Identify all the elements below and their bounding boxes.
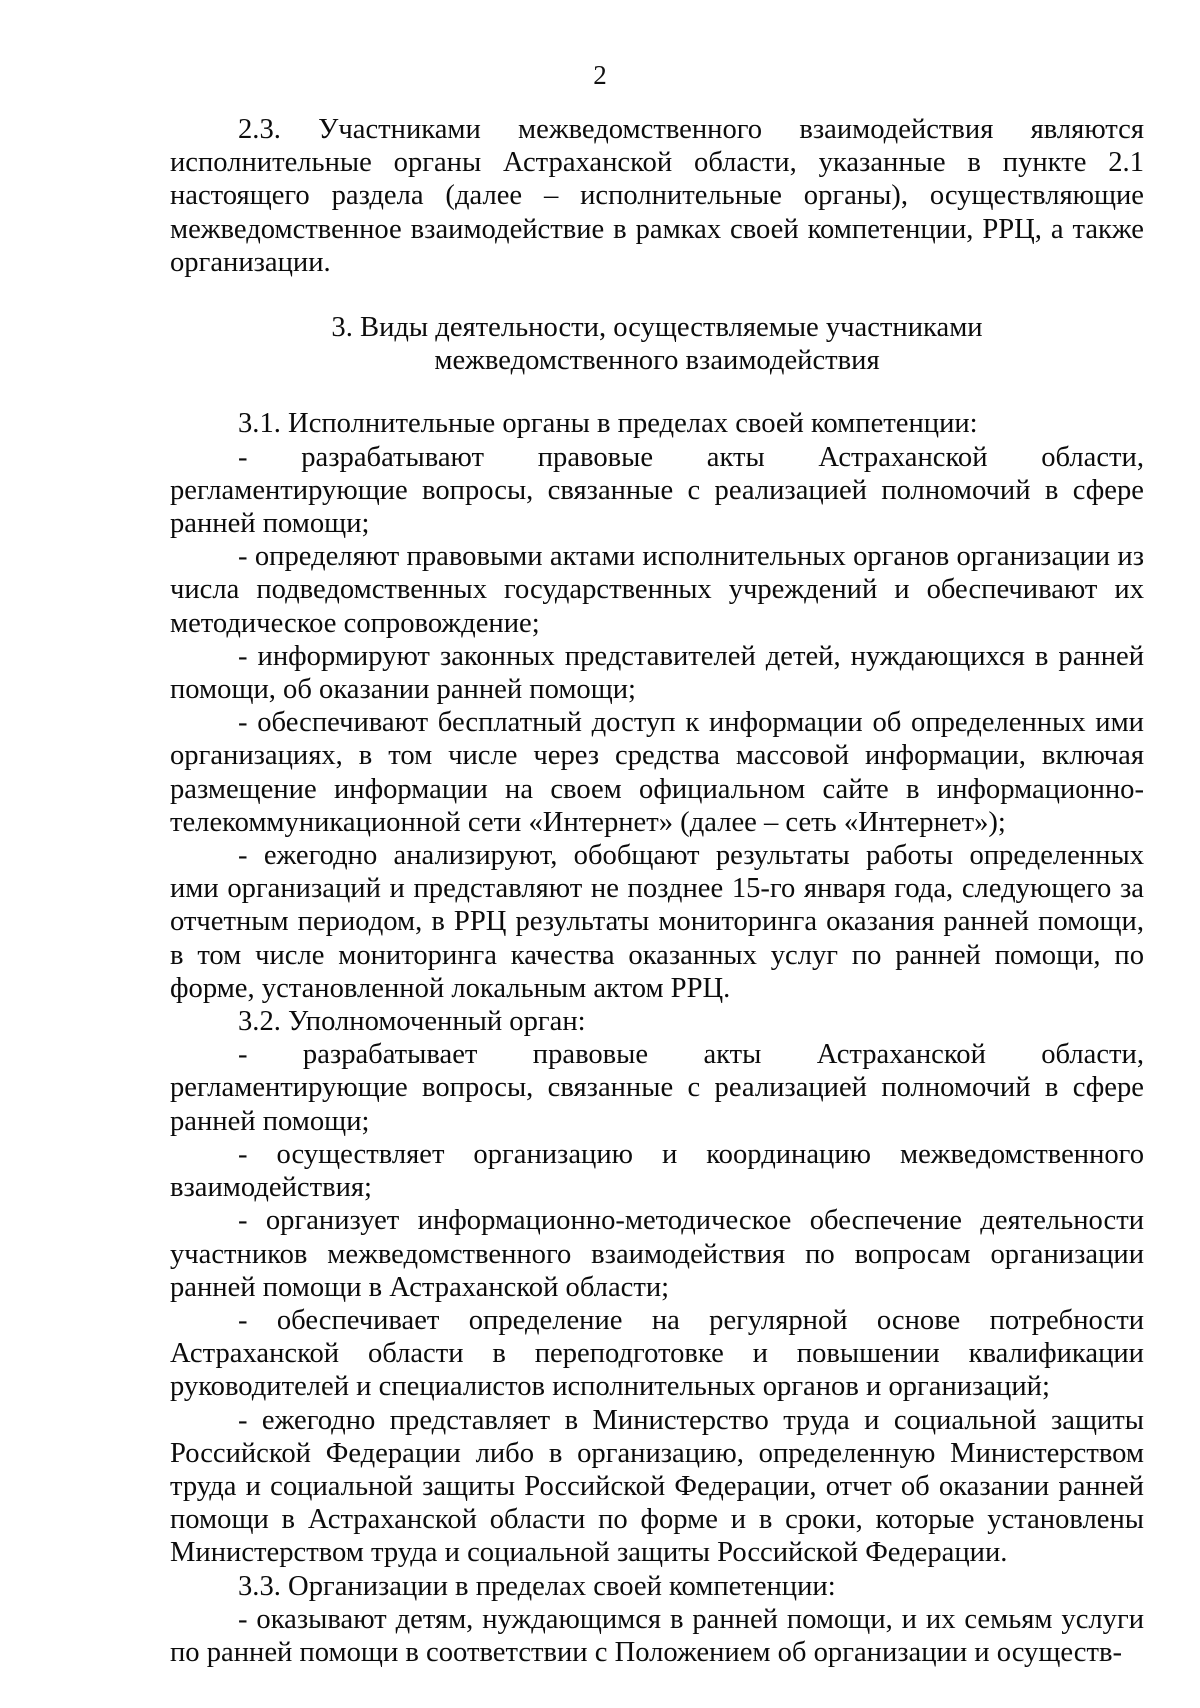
document-body (170, 113, 1144, 1669)
list-item: - разрабатывает правовые акты Астраханской области, регламентирующие вопросы, связанные с реализацией полномочий в сфере ранней помощи; (170, 1039, 1144, 1137)
paragraph-3-2-title: 3.2. Уполномоченный орган: (238, 1006, 586, 1038)
section-heading-3 (170, 311, 1144, 377)
page-number: 2 (593, 60, 607, 90)
list-item: - информируют законных представителей детей, нуждающихся в ранней помощи, об оказании ранней помощи; (170, 640, 1144, 706)
list-item: - обеспечивают бесплатный доступ к информации об определенных ими организациях, в том числе через средства массовой информации, включая размещение информации на своем официальном сайте в информационно-телекоммуникационной сети «Интернет» (далее – сеть «Интернет»); (170, 707, 1144, 838)
list-item: - определяют правовыми актами исполнительных органов организации из числа подведомственных государственных учреждений и обеспечивают их методическое сопровождение; (170, 541, 1144, 639)
list-item: - разрабатывают правовые акты Астраханской области, регламентирующие вопросы, связанные с реализацией полномочий в сфере ранней помощи; (170, 441, 1144, 540)
paragraph-3-1-title: 3.1. Исполнительные органы в пределах своей компетенции: (238, 408, 978, 440)
section-heading-line: межведомственного взаимодействия (434, 345, 880, 377)
list-item: - ежегодно представляет в Министерство труда и социальной защиты Российской Федерации либо в организацию, определенную Министерством труда и социальной защиты Российской Федерации, отчет об оказании ранней помощи в Астраханской области по форме и в сроки, которые установлены Министерством труда и социальной защиты Российской Федерации. (170, 1404, 1144, 1569)
paragraph-2-3: 2.3. Участниками межведомственного взаимодействия являются исполнительные органы Астраханской области, указанные в пункте 2.1 настоящего раздела (далее – исполнительные органы), осуществляющие межведомственное взаимодействие в рамках своей компетенции, РРЦ, а также организации. (170, 114, 1144, 278)
list-item: - оказывают детям, нуждающимся в ранней помощи, и их семьям услуги по ранней помощи в соответствии с Положением об организации и осуществ- (170, 1603, 1144, 1668)
list-item: - осуществляет организацию и координацию межведомственного взаимодействия; (170, 1138, 1144, 1204)
section-heading-line: 3. Виды деятельности, осуществляемые участниками (331, 312, 983, 344)
paragraph-3-3-title: 3.3. Организации в пределах своей компетенции: (238, 1570, 836, 1602)
list-item: - обеспечивает определение на регулярной основе потребности Астраханской области в переподготовке и повышении квалификации руководителей и специалистов исполнительных органов и организаций; (170, 1304, 1144, 1403)
list-item: - организует информационно-методическое обеспечение деятельности участников межведомственного взаимодействия по вопросам организации ранней помощи в Астраханской области; (170, 1205, 1144, 1303)
list-item: - ежегодно анализируют, обобщают результаты работы определенных ими организаций и представляют не позднее 15-го января года, следующего за отчетным периодом, в РРЦ результаты мониторинга оказания ранней помощи, в том числе мониторинга качества оказанных услуг по ранней помощи, по форме, установленной локальным актом РРЦ. (170, 840, 1144, 1004)
